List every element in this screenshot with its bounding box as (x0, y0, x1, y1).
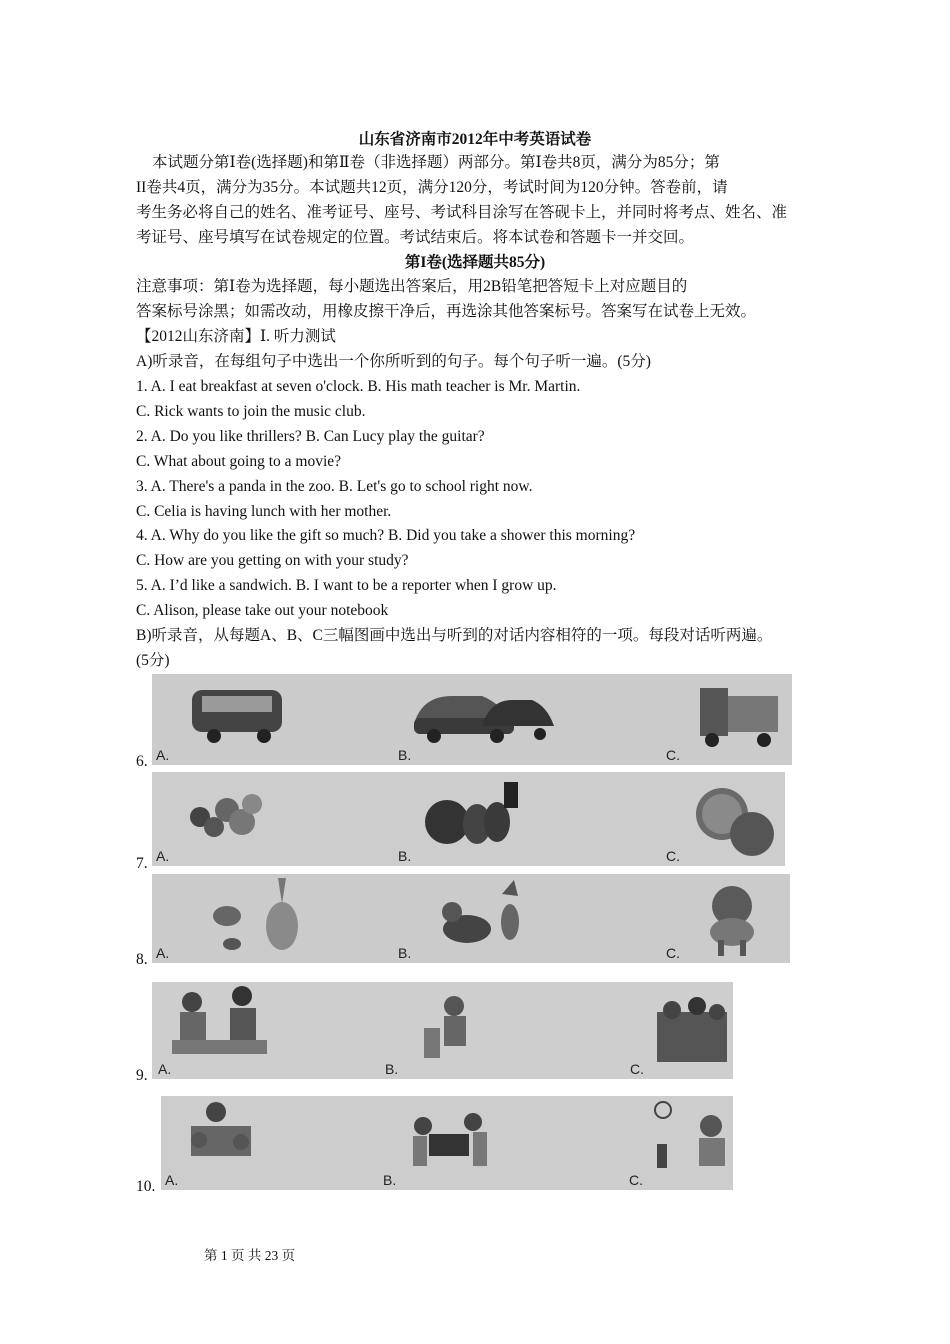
option-label: A. (165, 1172, 179, 1188)
picture-strip-q9 (152, 982, 733, 1079)
intro-line-1: 本试题分第Ⅰ卷(选择题)和第Ⅱ卷（非选择题）两部分。第Ⅰ卷共8页，满分为85分；第 (152, 154, 720, 171)
intro-line-3: 考生务必将自己的姓名、准考证号、座号、考试科目涂写在答砚卡上，并同时将考点、姓名、准 (136, 204, 788, 221)
note-line-1: 注意事项：第Ⅰ卷为选择题，每小题选出答案后，用2B铅笔把答短卡上对应题目的 (136, 278, 688, 295)
family-icon (657, 997, 727, 1062)
picture-strip-q7 (152, 772, 785, 866)
question-line: C. Celia is having lunch with her mother. (136, 503, 392, 520)
vehicles-illustration (152, 674, 792, 765)
section-heading: 【2012山东济南】Ⅰ. 听力测试 (136, 328, 336, 345)
page-footer: 第 1 页 共 23 页 (204, 1248, 296, 1263)
option-label: B. (398, 747, 412, 763)
question-number: 9. (136, 1067, 148, 1084)
option-label: C. (666, 945, 680, 961)
question-line: 1. A. I eat breakfast at seven o'clock. B. His math teacher is Mr. Martin. (136, 378, 581, 395)
option-label: C. (629, 1172, 643, 1188)
page-title: 山东省济南市2012年中考英语试卷 (358, 131, 592, 148)
option-label: B. (398, 848, 412, 864)
intro-line-2: II卷共4页，满分为35分。本试题共12页，满分120分，考试时间为120分钟。答卷前，请 (136, 179, 728, 196)
question-line: C. Alison, please take out your notebook (136, 602, 389, 619)
option-label: A. (156, 848, 170, 864)
option-label: C. (630, 1061, 644, 1077)
fruit-illustration (152, 772, 785, 866)
intro-line-4: 考证号、座号填写在试卷规定的位置。考试结束后。将本试卷和答题卡一并交回。 (136, 229, 695, 246)
activities-illustration (161, 1096, 733, 1190)
option-label: A. (158, 1061, 172, 1077)
option-label: C. (666, 747, 680, 763)
picture-strip-q8 (152, 874, 790, 963)
people-scenes-illustration (152, 982, 733, 1079)
option-label: C. (666, 848, 680, 864)
question-line: 5. A. I’d like a sandwich. B. I want to be a reporter when I grow up. (136, 577, 557, 594)
question-line: 3. A. There's a panda in the zoo. B. Let's go to school right now. (136, 478, 533, 495)
question-line: C. What about going to a movie? (136, 453, 342, 470)
option-label: B. (398, 945, 412, 961)
question-line: C. How are you getting on with your study? (136, 552, 409, 569)
question-number: 10. (136, 1178, 156, 1195)
option-label: A. (156, 945, 170, 961)
question-line: C. Rick wants to join the music club. (136, 403, 366, 420)
picture-strip-q6 (152, 674, 792, 765)
part-a-instruction: A)听录音，在每组句子中选出一个你所听到的句子。每个句子听一遍。(5分) (136, 353, 651, 370)
question-line: 4. A. Why do you like the gift so much? B. Did you take a shower this morning? (136, 527, 636, 544)
animals-illustration (152, 874, 790, 963)
question-number: 7. (136, 855, 148, 872)
picture-strip-q10 (161, 1096, 733, 1190)
option-label: A. (156, 747, 170, 763)
option-label: B. (383, 1172, 397, 1188)
note-line-2: 答案标号涂黑；如需改动，用橡皮擦干净后，再选涂其他答案标号。答案写在试卷上无效。 (136, 303, 757, 320)
question-number: 6. (136, 753, 148, 770)
question-line: 2. A. Do you like thrillers? B. Can Lucy play the guitar? (136, 428, 485, 445)
section-title: 第I卷(选择题共85分) (404, 254, 546, 271)
option-label: B. (385, 1061, 399, 1077)
part-b-instruction-cont: (5分) (136, 652, 170, 669)
part-b-instruction: B)听录音，从每题A、B、C三幅图画中选出与听到的对话内容相符的一项。每段对话听两遍。 (136, 627, 773, 644)
question-number: 8. (136, 951, 148, 968)
